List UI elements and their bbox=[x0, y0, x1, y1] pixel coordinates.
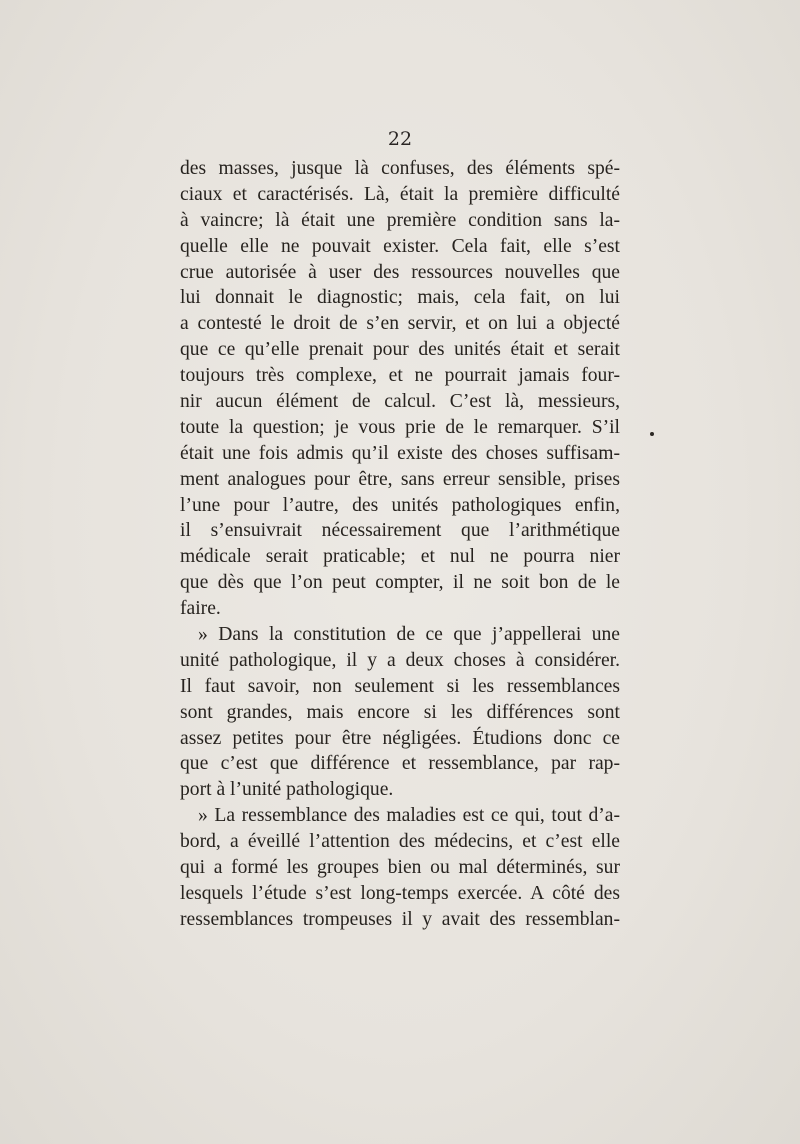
text-line: a contesté le droit de s’en servir, et on lui a objecté bbox=[180, 313, 620, 335]
body-text bbox=[180, 156, 620, 933]
text-line: » La ressemblance des maladies est ce qui, tout d’a- bbox=[198, 805, 620, 827]
text-line: » Dans la constitution de ce que j’appellerai une bbox=[198, 624, 620, 646]
text-line: toute la question; je vous prie de le remarquer. S’il bbox=[180, 416, 620, 438]
text-line: qui a formé les groupes bien ou mal déterminés, sur bbox=[180, 857, 620, 879]
text-line: ciaux et caractérisés. Là, était la première difficulté bbox=[180, 183, 620, 205]
text-line: des masses, jusque là confuses, des éléments spé- bbox=[180, 158, 620, 179]
text-line: unité pathologique, il y a deux choses à considérer. bbox=[180, 649, 620, 671]
text-line: sont grandes, mais encore si les différences sont bbox=[180, 701, 620, 723]
text-line: était une fois admis qu’il existe des choses suffisam- bbox=[180, 442, 620, 464]
text-line: nir aucun élément de calcul. C’est là, messieurs, bbox=[180, 391, 620, 413]
text-line: l’une pour l’autre, des unités pathologiques enfin, bbox=[180, 494, 620, 516]
text-line: lesquels l’étude s’est long-temps exercée. A côté des bbox=[180, 882, 620, 904]
text-line: médicale serait praticable; et nul ne pourra nier bbox=[180, 546, 620, 568]
text-line: toujours très complexe, et ne pourrait jamais four- bbox=[180, 365, 620, 387]
text-line: crue autorisée à user des ressources nouvelles que bbox=[180, 261, 620, 283]
page-number: 22 bbox=[387, 128, 413, 150]
text-line: il s’ensuivrait nécessairement que l’arithmétique bbox=[180, 520, 620, 542]
text-line: que dès que l’on peut compter, il ne soit bon de le bbox=[180, 572, 620, 594]
text-line: ressemblances trompeuses il y avait des ressemblan- bbox=[180, 908, 620, 930]
text-line: port à l’unité pathologique. bbox=[180, 779, 394, 801]
text-line: assez petites pour être négligées. Étudions donc ce bbox=[180, 727, 620, 749]
text-line: ment analogues pour être, sans erreur sensible, prises bbox=[180, 468, 620, 490]
text-line: faire. bbox=[180, 598, 221, 620]
text-line: à vaincre; là était une première condition sans la- bbox=[180, 209, 620, 231]
text-line: que c’est que différence et ressemblance, par rap- bbox=[180, 753, 620, 775]
text-line: Il faut savoir, non seulement si les ressemblances bbox=[180, 675, 620, 697]
text-line: lui donnait le diagnostic; mais, cela fait, on lui bbox=[180, 287, 620, 309]
text-line: quelle elle ne pouvait exister. Cela fait, elle s’est bbox=[180, 235, 620, 257]
ink-speck bbox=[650, 432, 654, 436]
text-line: que ce qu’elle prenait pour des unités était et serait bbox=[180, 339, 620, 361]
text-line: bord, a éveillé l’attention des médecins, et c’est elle bbox=[180, 831, 620, 853]
